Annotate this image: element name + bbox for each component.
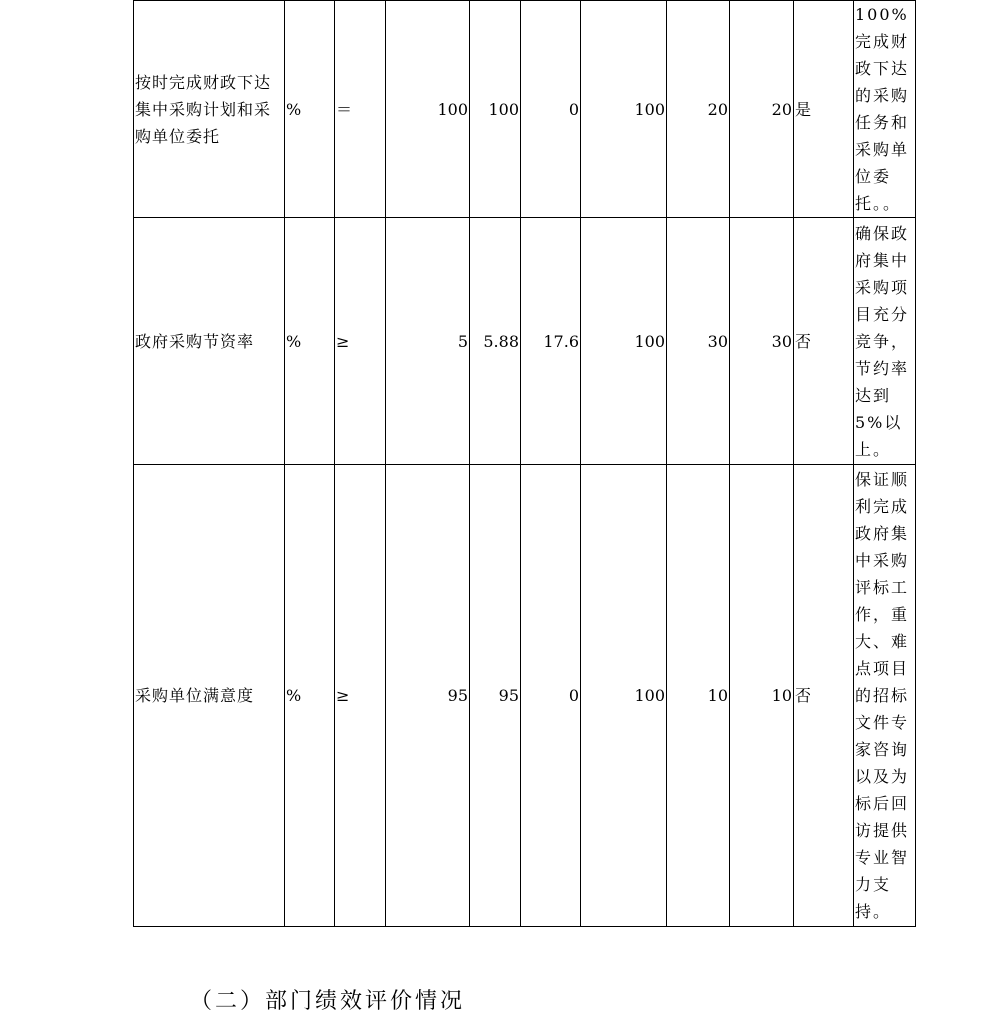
deviation-cell: 0: [521, 465, 581, 927]
score-cell: 20: [730, 1, 794, 218]
target-value-cell: 5: [386, 218, 470, 465]
operator-cell: ≥: [335, 465, 386, 927]
operator-cell: ＝: [335, 1, 386, 218]
indicator-cell: 政府采购节资率: [134, 218, 285, 465]
operator-cell: ≥: [335, 218, 386, 465]
table-row: [134, 218, 916, 465]
weight-cell: 20: [667, 1, 730, 218]
indicator-cell: 按时完成财政下达集中采购计划和采购单位委托: [134, 1, 285, 218]
description-cell: [854, 218, 916, 465]
actual-value-cell: 5.88: [470, 218, 521, 465]
full-score-cell: 100: [581, 1, 667, 218]
unit-cell: %: [285, 218, 335, 465]
table-row: [134, 465, 916, 927]
target-value-cell: 100: [386, 1, 470, 218]
target-value-cell: 95: [386, 465, 470, 927]
full-score-cell: 100: [581, 465, 667, 927]
description-cell: [854, 1, 916, 218]
flag-cell: 否: [794, 465, 854, 927]
score-cell: 10: [730, 465, 794, 927]
description-text: 100%完成财政下达的采购任务和采购单位委托。。: [855, 5, 910, 213]
indicator-cell: 采购单位满意度: [134, 465, 285, 927]
description-cell: [854, 465, 916, 927]
performance-table: [133, 0, 916, 927]
table-row: [134, 1, 916, 218]
weight-cell: 30: [667, 218, 730, 465]
full-score-cell: 100: [581, 218, 667, 465]
actual-value-cell: 100: [470, 1, 521, 218]
unit-cell: %: [285, 1, 335, 218]
actual-value-cell: 95: [470, 465, 521, 927]
description-text: 保证顺利完成政府集中采购评标工作，重大、难点项目的招标文件专家咨询以及为标后回访提供专业智力支持。: [855, 470, 910, 921]
deviation-cell: 0: [521, 1, 581, 218]
flag-cell: 否: [794, 218, 854, 465]
description-text: 确保政府集中采购项目充分竞争，节约率达到5%以上。: [855, 223, 910, 459]
deviation-cell: 17.6: [521, 218, 581, 465]
flag-cell: 是: [794, 1, 854, 218]
unit-cell: %: [285, 465, 335, 927]
weight-cell: 10: [667, 465, 730, 927]
score-cell: 30: [730, 218, 794, 465]
section-heading: （二）部门绩效评价情况: [190, 989, 466, 1014]
